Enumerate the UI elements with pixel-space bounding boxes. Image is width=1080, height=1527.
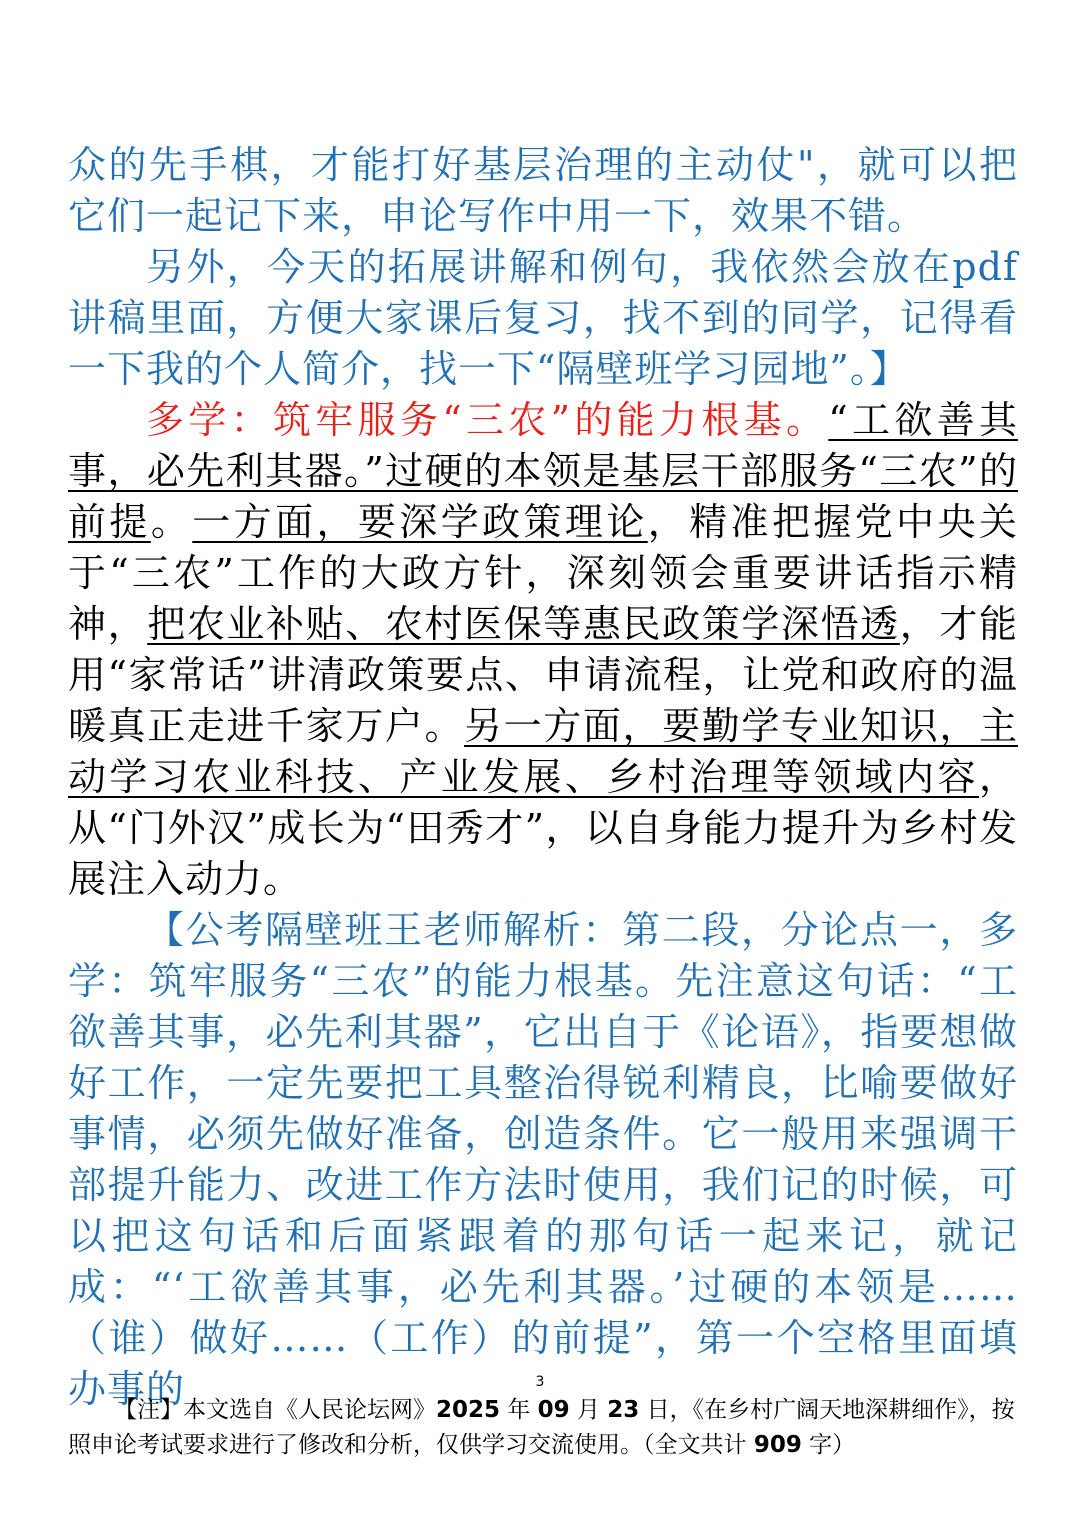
text-segment: 。 xyxy=(150,500,193,544)
subpoint-heading: 多学：筑牢服务“三农”的能力根基。 xyxy=(146,398,829,442)
footnote-month: 09 xyxy=(537,1397,570,1423)
policy-underlined: 把农业补贴、农村医保等惠民政策学深悟透 xyxy=(147,602,900,646)
footnote-word-count: 909 xyxy=(753,1432,802,1458)
blue-note-paragraph: 另外，今天的拓展讲解和例句，我依然会放在pdf讲稿里面，方便大家课后复习，找不到的同学，记得看一下我的个人简介，找一下“隔壁班学习园地”。】 xyxy=(68,245,1018,391)
footnote-month-unit: 月 xyxy=(569,1397,608,1423)
text-segment: ，才能用“家常话”讲清政策要点、申请流程，让党和政府的温暖真正走进千家万户。 xyxy=(68,602,1018,748)
one-side-underlined: 一方面，要深学政策理论 xyxy=(192,500,648,544)
quote-underlined: “工欲善其事，必先利其器。”过硬的本领是基层干部服务“三农”的前提 xyxy=(68,398,1018,544)
footnote-year: 2025 xyxy=(436,1397,501,1423)
article-body xyxy=(68,140,1018,1415)
footnote-prefix: 【注】本文选自《人民论坛网》 xyxy=(114,1397,436,1423)
footnote-day: 23 xyxy=(607,1397,640,1423)
footnote-title-and-note: 《在乡村广阔天地深耕细作》，按照申论考试要求进行了修改和分析，仅供学习交流使用。（全文共计 xyxy=(68,1397,1015,1458)
main-argument-paragraph xyxy=(68,395,1018,905)
text-segment: ，精准把握党中央关于“三农”工作的大政方针，深刻领会重要讲话指示精神， xyxy=(68,500,1018,646)
footnote-year-unit: 年 xyxy=(500,1397,538,1423)
footnote-suffix: 字） xyxy=(801,1432,856,1458)
other-side-underlined: 另一方面，要勤学专业知识，主动学习农业科技、产业发展、乡村治理等领域内容 xyxy=(68,704,1018,799)
footnote xyxy=(68,1393,1018,1463)
teacher-analysis-paragraph: 【公考隔壁班王老师解析：第二段，分论点一，多学：筑牢服务“三农”的能力根基。先注意这句话：“工欲善其事，必先利其器”，它出自于《论语》，指要想做好工作，一定先要把工具整治得锐利精良，比喻要做好事情，必须先做好准备，创造条件。它一般用来强调干部提升能力、改进工作方法时使用，我们记的时候，可以把这句话和后面紧跟着的那句话一起来记，就记成：“‘工欲善其事，必先利其器。’过硬的本领是……（谁）做好……（工作）的前提”，第一个空格里面填办事的 xyxy=(68,908,1018,1411)
blue-continuation-paragraph: 众的先手棋，才能打好基层治理的主动仗"，就可以把它们一起记下来，申论写作中用一下，效果不错。 xyxy=(68,143,1018,238)
page-number: 3 xyxy=(535,1374,545,1390)
footnote-day-unit: 日， xyxy=(639,1397,693,1423)
text-segment: ，从“门外汉”成长为“田秀才”，以自身能力提升为乡村发展注入动力。 xyxy=(68,755,1018,901)
